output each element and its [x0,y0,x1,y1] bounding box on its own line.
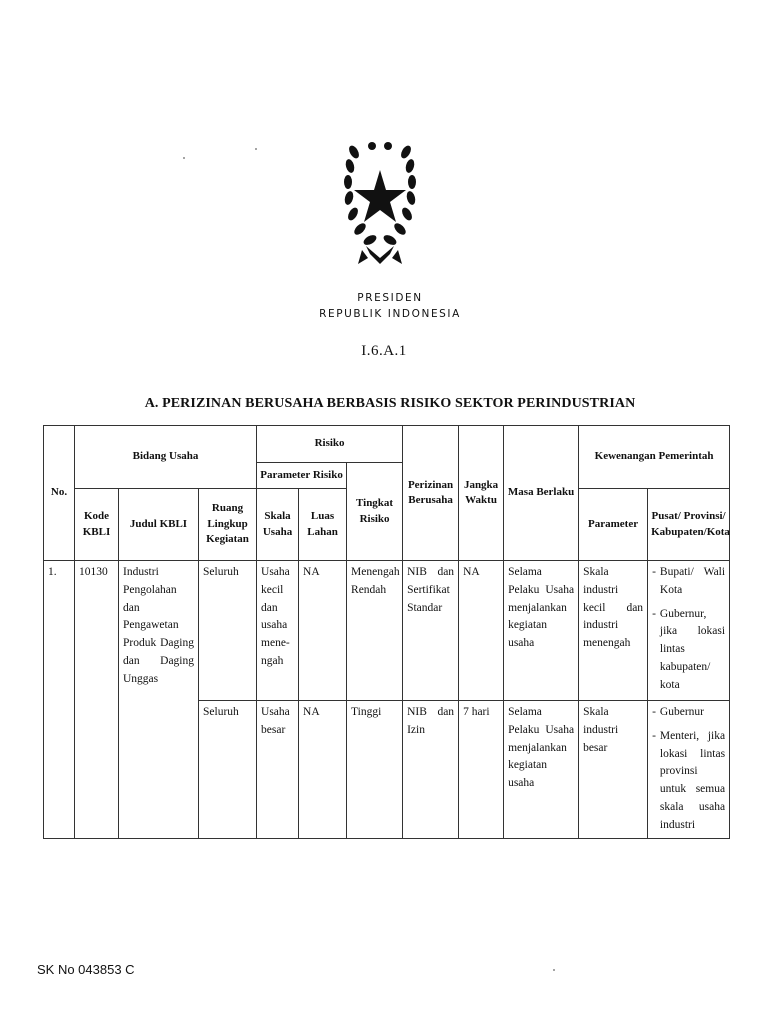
table-row [44,561,730,701]
header-parameter-risiko: Parameter Risiko [257,463,347,489]
presidential-emblem-icon [342,132,418,274]
header-bidang-usaha: Bidang Usaha [75,426,257,489]
institution-subname: REPUBLIK INDONESIA [319,308,461,320]
cell-perizinan: NIB dan Izin [403,701,459,839]
header-risiko: Risiko [257,426,403,463]
cell-skala-usaha: Usaha besar [257,701,299,839]
header-kode-kbli: Kode KBLI [75,489,119,561]
header-luas-lahan: Luas Lahan [299,489,347,561]
cell-no: 1. [44,561,75,839]
perizinan-table [43,425,730,839]
header-pusat: Pusat/ Provinsi/ Kabupaten/Kota [648,489,730,561]
cell-tingkat-risiko: Menengah Rendah [347,561,403,701]
cell-masa-berlaku: Selama Pelaku Usaha menjalankan kegiatan usaha [504,561,579,701]
cell-tingkat-risiko: Tinggi [347,701,403,839]
cell-ruang-lingkup: Seluruh [199,701,257,839]
cell-skala-usaha: Usaha kecil dan usaha mene-ngah [257,561,299,701]
cell-luas-lahan: NA [299,701,347,839]
header-tingkat-risiko: Tingkat Risiko [347,463,403,561]
cell-jangka-waktu: NA [459,561,504,701]
header-parameter: Parameter [579,489,648,561]
list-item: - Gubernur, jika lokasi lintas kabupaten/ kota [652,607,726,691]
scan-speck [553,969,555,971]
cell-jangka-waktu: 7 hari [459,701,504,839]
header-masa-berlaku: Masa Berlaku [504,426,579,561]
document-code: I.6.A.1 [361,343,407,359]
cell-pusat [648,701,730,839]
serial-number: SK No 043853 C [37,962,135,977]
header-jangka-waktu: Jangka Waktu [459,426,504,561]
header-skala-usaha: Skala Usaha [257,489,299,561]
header-perizinan-berusaha: Perizinan Berusaha [403,426,459,561]
scan-speck [255,148,257,150]
cell-pusat [648,561,730,701]
scan-speck [183,157,185,159]
list-item: - Menteri, jika lokasi lintas provinsi untuk semua skala usaha industri [652,729,726,831]
header-no: No. [44,426,75,561]
document-title: A. PERIZINAN BERUSAHA BERBASIS RISIKO SEKTOR PERINDUSTRIAN [144,396,636,411]
cell-ruang-lingkup: Seluruh [199,561,257,701]
cell-parameter: Skala industri kecil dan industri menengah [579,561,648,701]
institution-name: PRESIDEN [357,292,423,304]
header-kewenangan: Kewenangan Pemerintah [579,426,730,489]
cell-luas-lahan: NA [299,561,347,701]
cell-masa-berlaku: Selama Pelaku Usaha menjalankan kegiatan usaha [504,701,579,839]
cell-parameter: Skala industri besar [579,701,648,839]
cell-perizinan: NIB dan Sertifikat Standar [403,561,459,701]
header-judul-kbli: Judul KBLI [119,489,199,561]
list-item: - Gubernur [652,706,704,718]
header-ruang-lingkup: Ruang Lingkup Kegiatan [199,489,257,561]
cell-judul-kbli: Industri Pengolahan dan Pengawetan Produk Daging dan Daging Unggas [119,561,199,839]
cell-kode-kbli: 10130 [75,561,119,839]
list-item: - Bupati/ Wali Kota [652,566,726,596]
